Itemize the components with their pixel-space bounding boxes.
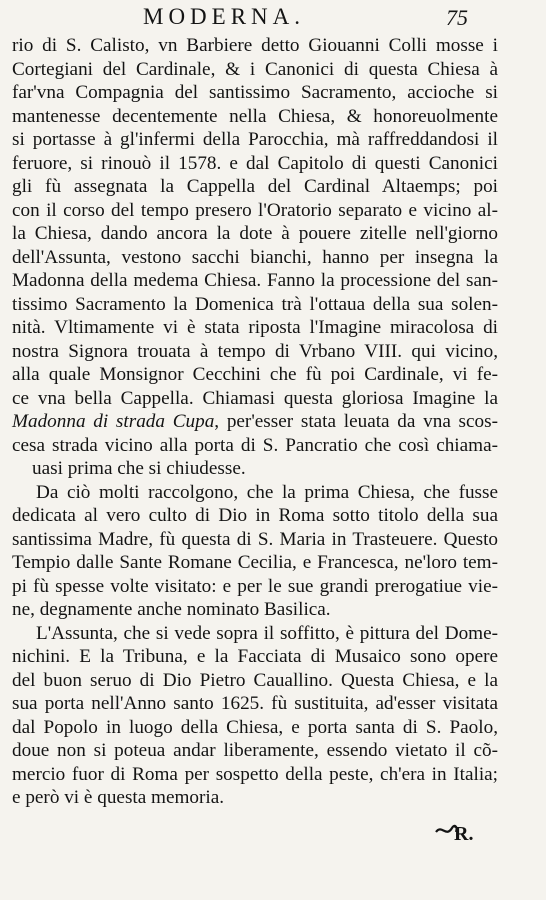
- text-line: sua porta nell'Anno santo 1625. fù sustituita, ad'esser visitata: [12, 693, 498, 714]
- catchword-text: R.: [454, 823, 474, 845]
- text-line: nità. Vltimamente vi è stata riposta l'Imagine miracolosa di: [12, 317, 498, 338]
- text-line: uasi prima che si chiudesse.: [32, 458, 246, 479]
- text-line: con il corso del tempo presero l'Oratorio separato e vicino al-: [12, 199, 498, 221]
- catchword-glyph: [434, 818, 484, 846]
- text-line: feruore, si rinouò il 1578. e dal Capitolo di questi Canonici: [12, 152, 498, 174]
- text-line: ne, degnamente anche nominato Basilica.: [12, 599, 331, 620]
- text-line: santissima Madre, fù questa di S. Maria in Trasteuere. Questo: [12, 528, 498, 550]
- text-line: ce vna bella Cappella. Chiamasi questa gloriosa Imagine la: [12, 387, 498, 409]
- text-line: nostra Signora trouata à tempo di Vrbano VIII. qui vicino,: [12, 340, 498, 362]
- text-line: Madonna della medema Chiesa. Fanno la processione del san-: [12, 270, 498, 291]
- text-line: e però vi è questa memoria.: [12, 787, 225, 808]
- text-line: Tempio dalle Sante Romane Cecilia, e Francesca, ne'loro tem-: [12, 552, 498, 573]
- text-line: dedicata al vero culto di Dio in Roma sotto titolo della sua: [12, 505, 498, 526]
- text-run: , per'esser stata leuata da vna scos-: [214, 411, 498, 432]
- text-line: mercio fuor di Roma per sospetto della peste, ch'era in Italia;: [12, 763, 498, 785]
- text-line: del buon seruo di Dio Pietro Cauallino. Questa Chiesa, e la: [12, 669, 498, 691]
- text-line: la Chiesa, dando ancora la dote à pouere zitelle nell'giorno: [12, 223, 498, 244]
- page-number: 75: [446, 5, 468, 30]
- text-line: pi fù spesse volte visitato: e per le sue grandi prerogatiue vie-: [12, 575, 498, 597]
- text-line: L'Assunta, che si vede sopra il soffitto, è pittura del Dome-: [36, 622, 498, 644]
- text-line: gli fù assegnata la Cappella del Cardinal Altaemps; poi: [12, 176, 498, 197]
- text-line: alla quale Monsignor Cecchini che fù poi Cardinale, vi fe-: [12, 364, 498, 385]
- text-line: Cortegiani del Cardinale, & i Canonici di questa Chiesa à: [12, 58, 498, 80]
- text-line: nichini. E la Tribuna, e la Facciata di Musaico sono opere: [12, 646, 498, 667]
- text-line: doue non si poteua andar liberamente, essendo vietato il cõ-: [12, 740, 498, 761]
- italic-phrase: Madonna di strada Cupa: [12, 411, 215, 432]
- text-line: dal Popolo in luogo della Chiesa, e porta santa di S. Paolo,: [12, 716, 498, 738]
- catchword: [434, 818, 484, 846]
- text-line: si portasse à gl'infermi della Parocchia, mà raffreddandosi il: [12, 129, 498, 150]
- text-line-italic: [12, 410, 498, 434]
- text-line: Da ciò molti raccolgono, che la prima Chiesa, che fusse: [36, 481, 498, 503]
- running-title: MODERNA.: [143, 4, 306, 29]
- text-line: dell'Assunta, vestono sacchi bianchi, hanno per insegna la: [12, 246, 498, 268]
- text-line: far'vna Compagnia del santissimo Sacramento, accioche si: [12, 82, 498, 103]
- text-line: cesa strada vicino alla porta di S. Pancratio che così chiama-: [12, 434, 498, 456]
- running-head: [0, 4, 546, 32]
- text-line: rio di S. Calisto, vn Barbiere detto Giouanni Colli mosse i: [12, 35, 498, 56]
- text-line: mantenesse decentemente nella Chiesa, & honoreuolmente: [12, 105, 498, 127]
- text-line: tissimo Sacramento la Domenica trà l'ottaua della sua solen-: [12, 293, 498, 315]
